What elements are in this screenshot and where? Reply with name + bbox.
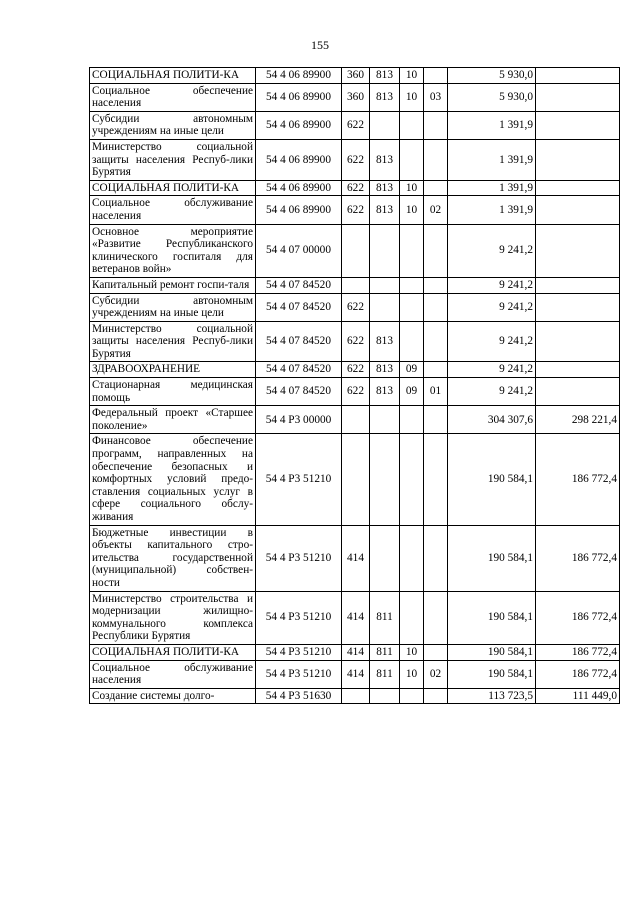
cell-subsection [424,139,448,180]
table-row [90,378,620,406]
cell-section [400,277,424,293]
cell-ministry-code: 813 [370,362,400,378]
cell-subsection [424,434,448,525]
cell-subsection [424,406,448,434]
cell-sum-2: 186 772,4 [536,660,620,688]
cell-target-code: 54 4 P3 00000 [256,406,342,434]
cell-sum-1: 190 584,1 [448,525,536,591]
cell-expense-type: 414 [342,525,370,591]
cell-target-code: 54 4 07 84520 [256,378,342,406]
cell-subsection [424,644,448,660]
cell-sum-1: 5 930,0 [448,83,536,111]
cell-sum-2 [536,83,620,111]
cell-section [400,321,424,362]
cell-sum-2: 186 772,4 [536,591,620,644]
cell-name: Субсидии автономным учреждениям на иные цели [90,111,256,139]
cell-sum-1: 1 391,9 [448,196,536,224]
cell-subsection: 02 [424,196,448,224]
cell-target-code: 54 4 07 84520 [256,362,342,378]
cell-ministry-code [370,525,400,591]
table-row [90,68,620,84]
cell-target-code: 54 4 P3 51210 [256,660,342,688]
cell-sum-1: 9 241,2 [448,293,536,321]
cell-name: СОЦИАЛЬНАЯ ПОЛИТИ-КА [90,644,256,660]
cell-target-code: 54 4 07 00000 [256,224,342,277]
cell-name: ЗДРАВООХРАНЕНИЕ [90,362,256,378]
cell-sum-1: 9 241,2 [448,277,536,293]
cell-expense-type: 622 [342,111,370,139]
cell-section: 10 [400,180,424,196]
cell-name: Федеральный проект «Старшее поколение» [90,406,256,434]
cell-section [400,111,424,139]
cell-subsection [424,293,448,321]
cell-section: 10 [400,68,424,84]
cell-name: Бюджетные инвестиции в объекты капитального стро-ительства государственной (муниципальной) собствен-ности [90,525,256,591]
cell-name: Создание системы долго- [90,688,256,704]
cell-sum-1: 190 584,1 [448,591,536,644]
cell-target-code: 54 4 06 89900 [256,68,342,84]
cell-name: Министерство социальной защиты населения Респуб-лики Бурятия [90,139,256,180]
cell-subsection: 01 [424,378,448,406]
cell-expense-type: 622 [342,139,370,180]
cell-target-code: 54 4 07 84520 [256,321,342,362]
cell-expense-type: 622 [342,362,370,378]
cell-section [400,591,424,644]
cell-sum-2: 111 449,0 [536,688,620,704]
cell-sum-1: 190 584,1 [448,644,536,660]
cell-name: Основное мероприятие «Развитие Республиканского клинического госпиталя для ветеранов войн» [90,224,256,277]
cell-subsection: 03 [424,83,448,111]
cell-section: 09 [400,362,424,378]
cell-sum-2: 186 772,4 [536,644,620,660]
cell-sum-2 [536,277,620,293]
cell-ministry-code [370,277,400,293]
cell-expense-type: 360 [342,83,370,111]
cell-subsection [424,525,448,591]
cell-name: Стационарная медицинская помощь [90,378,256,406]
cell-expense-type: 622 [342,180,370,196]
cell-target-code: 54 4 P3 51210 [256,434,342,525]
cell-section [400,224,424,277]
cell-expense-type [342,277,370,293]
cell-name: Министерство строительства и модернизации жилищно-коммунального комплекса Республики Бурятия [90,591,256,644]
cell-section: 10 [400,83,424,111]
cell-name: Финансовое обеспечение программ, направленных на обеспечение безопасных и комфортных условий предо-ставления социальных услуг в сфере социального обслу-живания [90,434,256,525]
cell-expense-type [342,224,370,277]
cell-name: СОЦИАЛЬНАЯ ПОЛИТИ-КА [90,68,256,84]
cell-expense-type: 414 [342,644,370,660]
cell-ministry-code: 813 [370,378,400,406]
cell-section: 09 [400,378,424,406]
cell-section: 10 [400,660,424,688]
table-row [90,224,620,277]
cell-target-code: 54 4 P3 51630 [256,688,342,704]
cell-subsection [424,591,448,644]
cell-ministry-code: 811 [370,660,400,688]
cell-sum-1: 190 584,1 [448,660,536,688]
table-row [90,111,620,139]
table-row [90,660,620,688]
table-row [90,83,620,111]
cell-ministry-code [370,293,400,321]
cell-expense-type: 622 [342,321,370,362]
cell-ministry-code: 811 [370,644,400,660]
cell-expense-type: 622 [342,196,370,224]
cell-section: 10 [400,196,424,224]
cell-sum-2: 186 772,4 [536,525,620,591]
cell-expense-type [342,688,370,704]
cell-sum-2 [536,111,620,139]
cell-name: Министерство социальной защиты населения Респуб-лики Бурятия [90,321,256,362]
table-row [90,293,620,321]
cell-sum-1: 9 241,2 [448,362,536,378]
table-row [90,277,620,293]
cell-section [400,688,424,704]
table-row [90,406,620,434]
cell-sum-1: 304 307,6 [448,406,536,434]
cell-section [400,293,424,321]
cell-sum-1: 9 241,2 [448,321,536,362]
cell-ministry-code: 813 [370,180,400,196]
cell-sum-2 [536,378,620,406]
cell-expense-type: 414 [342,660,370,688]
cell-ministry-code: 813 [370,68,400,84]
cell-ministry-code: 813 [370,83,400,111]
cell-section [400,525,424,591]
cell-ministry-code: 813 [370,321,400,362]
cell-sum-2 [536,224,620,277]
cell-section [400,434,424,525]
cell-sum-1: 5 930,0 [448,68,536,84]
cell-ministry-code [370,688,400,704]
cell-sum-1: 9 241,2 [448,378,536,406]
cell-expense-type: 622 [342,378,370,406]
cell-expense-type [342,434,370,525]
cell-name: Социальное обеспечение населения [90,83,256,111]
cell-sum-2 [536,68,620,84]
cell-sum-1: 1 391,9 [448,111,536,139]
table-row [90,196,620,224]
table-row [90,321,620,362]
cell-target-code: 54 4 07 84520 [256,293,342,321]
cell-sum-2: 186 772,4 [536,434,620,525]
cell-sum-2 [536,196,620,224]
cell-section: 10 [400,644,424,660]
cell-sum-1: 190 584,1 [448,434,536,525]
table-row [90,434,620,525]
cell-ministry-code: 813 [370,196,400,224]
cell-target-code: 54 4 P3 51210 [256,644,342,660]
cell-section [400,139,424,180]
cell-sum-2 [536,362,620,378]
table-row [90,139,620,180]
cell-ministry-code: 811 [370,591,400,644]
cell-sum-2: 298 221,4 [536,406,620,434]
cell-sum-1: 113 723,5 [448,688,536,704]
cell-target-code: 54 4 P3 51210 [256,591,342,644]
cell-subsection [424,688,448,704]
cell-ministry-code: 813 [370,139,400,180]
cell-target-code: 54 4 06 89900 [256,139,342,180]
cell-expense-type: 414 [342,591,370,644]
cell-subsection [424,362,448,378]
cell-name: Капитальный ремонт госпи-таля [90,277,256,293]
cell-subsection [424,277,448,293]
cell-sum-1: 1 391,9 [448,180,536,196]
cell-name: СОЦИАЛЬНАЯ ПОЛИТИ-КА [90,180,256,196]
cell-subsection [424,321,448,362]
cell-expense-type: 360 [342,68,370,84]
cell-sum-1: 9 241,2 [448,224,536,277]
table-row [90,362,620,378]
page-number: 155 [311,38,329,52]
cell-target-code: 54 4 06 89900 [256,111,342,139]
table-row [90,180,620,196]
cell-ministry-code [370,434,400,525]
table-row [90,688,620,704]
table-row [90,525,620,591]
cell-expense-type: 622 [342,293,370,321]
cell-name: Социальное обслуживание населения [90,660,256,688]
cell-ministry-code [370,111,400,139]
cell-sum-2 [536,321,620,362]
cell-ministry-code [370,224,400,277]
cell-ministry-code [370,406,400,434]
cell-sum-1: 1 391,9 [448,139,536,180]
cell-target-code: 54 4 07 84520 [256,277,342,293]
table-body [90,68,620,704]
cell-target-code: 54 4 P3 51210 [256,525,342,591]
table-row [90,591,620,644]
cell-sum-2 [536,180,620,196]
cell-subsection [424,68,448,84]
cell-expense-type [342,406,370,434]
cell-section [400,406,424,434]
cell-sum-2 [536,293,620,321]
cell-subsection [424,224,448,277]
cell-subsection [424,180,448,196]
cell-target-code: 54 4 06 89900 [256,196,342,224]
cell-name: Субсидии автономным учреждениям на иные цели [90,293,256,321]
cell-target-code: 54 4 06 89900 [256,180,342,196]
cell-subsection [424,111,448,139]
cell-subsection: 02 [424,660,448,688]
budget-table [89,67,620,704]
cell-name: Социальное обслуживание населения [90,196,256,224]
cell-target-code: 54 4 06 89900 [256,83,342,111]
table-row [90,644,620,660]
cell-sum-2 [536,139,620,180]
